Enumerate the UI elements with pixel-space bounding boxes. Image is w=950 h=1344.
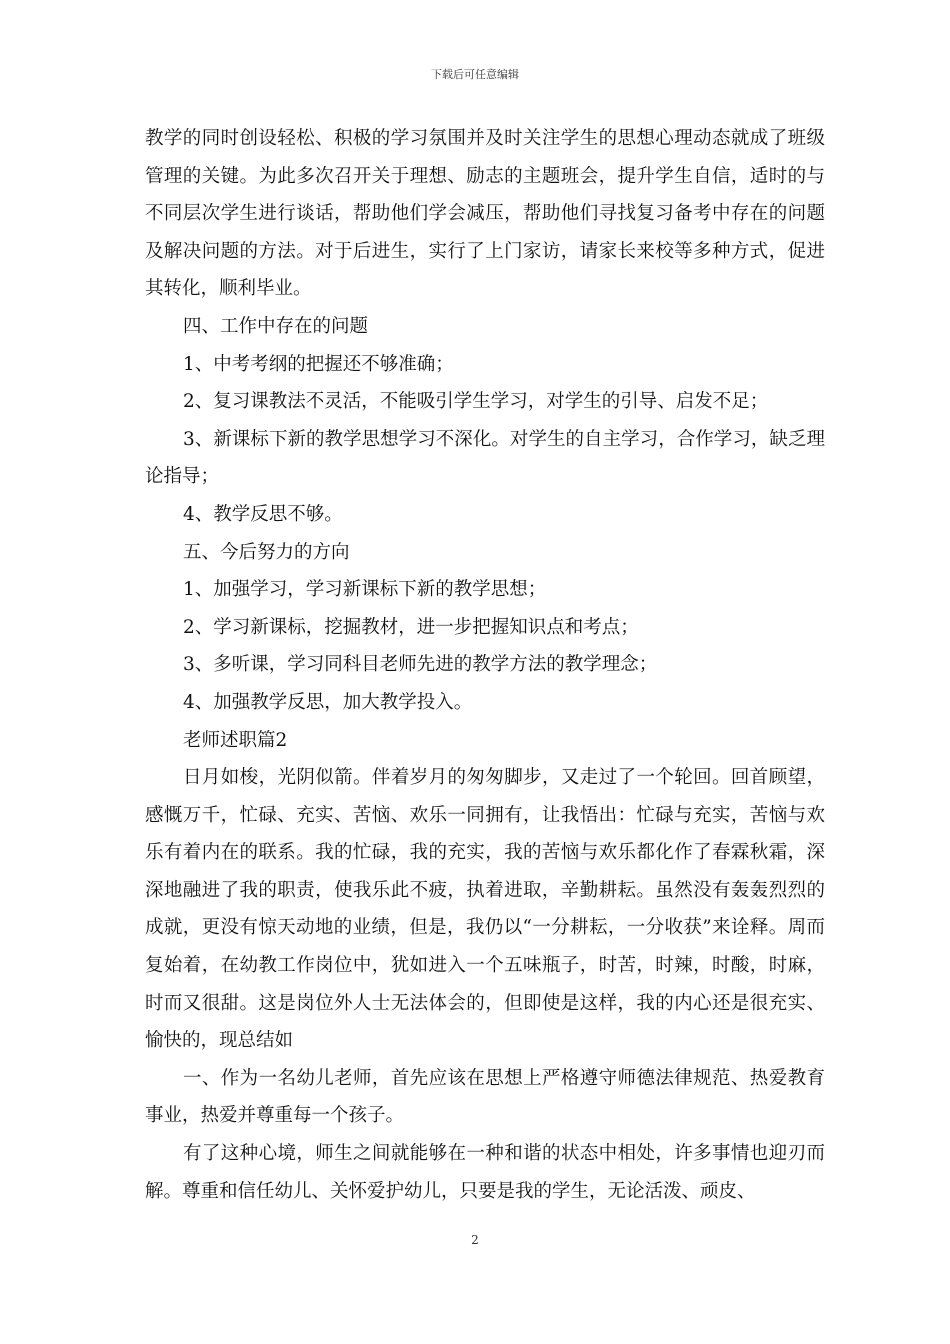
paragraph: 一、作为一名幼儿老师，首先应该在思想上严格遵守师德法律规范、热爱教育事业，热爱并尊重每一个孩子。 — [145, 1067, 825, 1127]
list-item: 4、教学反思不够。 — [183, 503, 343, 525]
document-body — [145, 120, 825, 1210]
page-header-note: 下载后可任意编辑 — [431, 68, 519, 81]
list-item: 3、多听课，学习同科目老师先进的教学方法的教学理念； — [183, 654, 658, 676]
list-item: 1、加强学习，学习新课标下新的教学思想； — [183, 579, 547, 601]
section-heading: 五、今后努力的方向 — [183, 541, 350, 563]
paragraph: 有了这种心境，师生之间就能够在一种和谐的状态中相处，许多事情也迎刃而解。尊重和信任幼儿、关怀爱护幼儿，只要是我的学生，无论活泼、顽皮、 — [145, 1143, 825, 1202]
article-title: 老师述职篇2 — [183, 729, 288, 751]
list-item: 3、新课标下新的教学思想学习不深化。对学生的自主学习，合作学习，缺乏理论指导； — [145, 428, 825, 488]
list-item: 4、加强教学反思，加大教学投入。 — [183, 691, 473, 713]
page-number: 2 — [471, 1233, 479, 1247]
paragraph: 日月如梭，光阴似箭。伴着岁月的匆匆脚步，又走过了一个轮回。回首顾望，感慨万千，忙碌、充实、苦恼、欢乐一同拥有，让我悟出：忙碌与充实，苦恼与欢乐有着内在的联系。我的忙碌，我的充实，我的苦恼与欢乐都化作了春霖秋霜，深深地融进了我的职责，使我乐此不疲，执着进取，辛勤耕耘。虽然没有轰轰烈烈的成就，更没有惊天动地的业绩，但是，我仍以“一分耕耘，一分收获”来诠释。周而复始着，在幼教工作岗位中，犹如进入一个五味瓶子，时苦，时辣，时酸，时麻，时而又很甜。这是岗位外人士无法体会的，但即使是这样，我的内心还是很充实、愉快的，现总结如 — [145, 767, 825, 1052]
section-heading: 四、工作中存在的问题 — [183, 315, 369, 337]
list-item: 2、复习课教法不灵活，不能吸引学生学习，对学生的引导、启发不足； — [183, 391, 769, 413]
paragraph: 教学的同时创设轻松、积极的学习氛围并及时关注学生的思想心理动态就成了班级管理的关键。为此多次召开关于理想、励志的主题班会，提升学生自信，适时的与不同层次学生进行谈话，帮助他们学会减压，帮助他们寻找复习备考中存在的问题及解决问题的方法。对于后进生，实行了上门家访，请家长来校等多种方式，促进其转化，顺利毕业。 — [145, 128, 825, 300]
list-item: 2、学习新课标，挖掘教材，进一步把握知识点和考点； — [183, 616, 639, 638]
list-item: 1、中考考纲的把握还不够准确； — [183, 353, 454, 375]
